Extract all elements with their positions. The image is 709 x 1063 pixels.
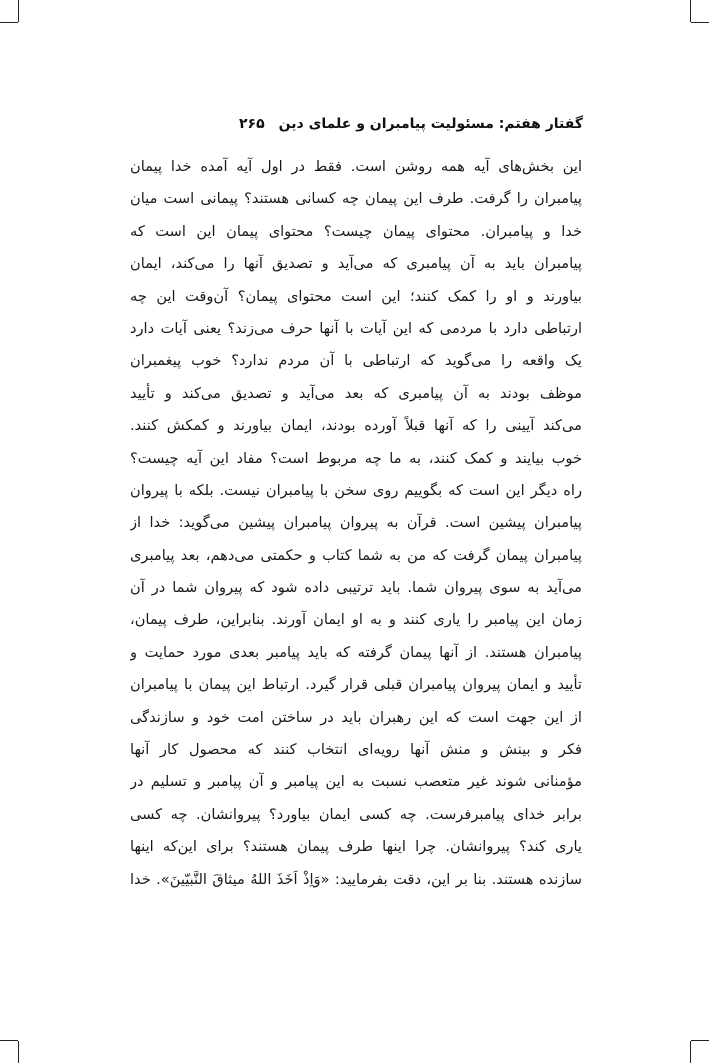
text-line: زمان این پیامبر را یاری کنند و به او ایمان آورند. بنابراین، طرف پیمان،	[130, 611, 582, 629]
text-line: پیامبران باید به آن پیامبری که می‌آید و تصدیق آنها را می‌کند، ایمان	[130, 255, 582, 273]
text-line: مؤمنانی شوند غیر متعصب نسبت به این پیامبر و آن پیامبر و تسلیم در	[130, 773, 582, 791]
text-line: می‌آید به سوی پیروان شما. باید ترتیبی داده شود که پیروان شما در آن	[130, 579, 582, 597]
body-text	[130, 151, 582, 896]
crop-mark-bottom-right	[690, 1041, 691, 1063]
text-line: یاری کند؟ پیروانشان. چرا اینها طرف پیمان هستند؟ برای این‌که اینها	[130, 838, 582, 856]
page-number: ۲۶۵	[239, 116, 265, 132]
crop-mark-bottom-left	[0, 1040, 18, 1041]
crop-mark-top-left	[18, 0, 19, 22]
crop-mark-top-left	[0, 22, 18, 23]
text-line: سازنده هستند. بنا بر این، دقت بفرمایید: «وَاِذْ اَخَذَ اللهُ میثاقَ النَّبیّینَ». خدا	[130, 870, 582, 888]
text-line: خدا و پیامبران. محتوای پیمان چیست؟ محتوای پیمان این است که	[130, 222, 582, 240]
text-line: ارتباطی دارد با مردمی که این آیات با آنها حرف می‌زند؟ یعنی آیات دارد	[130, 319, 582, 337]
text-line: این بخش‌های آیه همه روشن است. فقط در اول آیه آمده خدا پیمان	[130, 158, 582, 175]
text-line: برابر خدای پیامبرفرست. چه کسی ایمان بیاورد؟ پیروانشان. چه کسی	[130, 805, 582, 823]
text-line: می‌کند آیینی را که آنها قبلاً آورده بودند، ایمان بیاورند و کمکش کنند.	[130, 417, 582, 435]
text-line: خوب بیایند و کمک کنند، به ما چه مربوط است؟ مفاد این آیه چیست؟	[130, 449, 582, 467]
text-line: فکر و بینش و منش آنها رویه‌ای انتخاب کنند که محصول کار آنها	[130, 741, 582, 759]
crop-mark-bottom-right	[691, 1040, 709, 1041]
text-line: موظف بودند به آن پیامبری که بعد می‌آید و تصدیق می‌کند و تأیید	[130, 384, 582, 402]
text-line: پیامبران پیمان گرفت که من به شما کتاب و حکمتی می‌دهم، بعد پیامبری	[130, 546, 582, 564]
text-line: یک واقعه را می‌گوید که ارتباطی با آن مردم ندارد؟ خوب پیغمبران	[130, 352, 582, 370]
text-line: از این جهت است که این رهبران باید در ساختن امت خود و سازندگی	[130, 708, 582, 726]
crop-mark-bottom-left	[18, 1041, 19, 1063]
chapter-title: گفتار هفتم: مسئولیت پیامبران و علمای دین	[278, 116, 583, 132]
text-line: پیامبران را گرفت. طرف این پیمان چه کسانی هستند؟ پیمانی است میان	[130, 190, 582, 208]
text-line: راه دیگر این است که بگوییم روی سخن با پیامبران نیست. بلکه با پیروان	[130, 481, 582, 499]
text-line: بیاورند و او را کمک کنند؛ این است محتوای پیمان؟ آن‌وقت این چه	[130, 287, 582, 305]
crop-mark-top-right	[691, 22, 709, 23]
crop-mark-top-right	[690, 0, 691, 22]
running-header	[128, 116, 583, 132]
text-line: پیامبران هستند. از آنها پیمان گرفته که باید پیامبر بعدی مورد حمایت و	[130, 643, 582, 661]
text-line: پیامبران پیشین است. قرآن به پیروان پیامبران پیشین می‌گوید: خدا از	[130, 514, 582, 532]
text-line: تأیید و ایمان پیروان پیامبران قبلی قرار گیرد. ارتباط این پیمان با پیامبران	[130, 676, 582, 694]
